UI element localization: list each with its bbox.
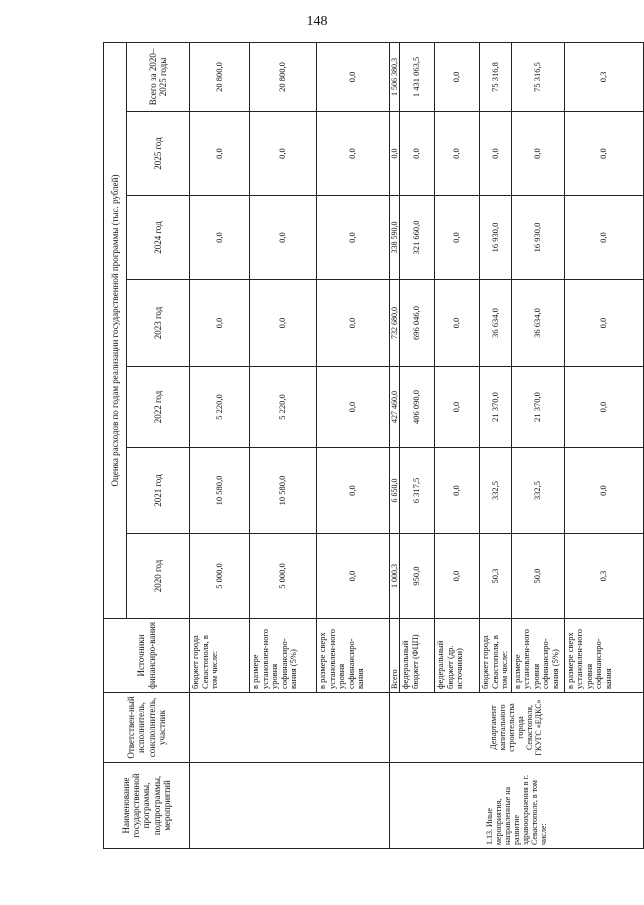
header-source: Источники финансиро-вания	[104, 619, 190, 693]
source-cell: бюджет города Севастополя, в том числе:	[480, 619, 512, 693]
header-year-2025: 2025 год	[127, 112, 190, 196]
value-cell: 0,0	[250, 280, 317, 367]
value-cell: 5 000,0	[190, 534, 250, 619]
value-cell: 321 660,0	[400, 196, 435, 280]
source-cell: федеральный бюджет (др. источники)	[435, 619, 480, 693]
header-year-2024: 2024 год	[127, 196, 190, 280]
header-name: Наименование государственной программы, подпрограммы, мероприятий	[104, 763, 190, 849]
value-cell: 1 000,3	[390, 534, 400, 619]
header-total: Всего за 2020–2025 годы	[127, 42, 190, 111]
page-number: 148	[306, 14, 328, 29]
value-cell: 0,0	[435, 112, 480, 196]
empty-name-cell	[190, 763, 390, 849]
value-cell: 696 046,0	[400, 280, 435, 367]
value-cell: 0,0	[564, 280, 643, 367]
financing-table	[103, 42, 644, 849]
value-cell: 0,0	[317, 534, 390, 619]
measure-name-cell: 1.13. Иные мероприятия, направленные на развитие здравоохранения в г. Севастополе, в том числе:	[390, 763, 644, 849]
value-cell: 0,0	[400, 112, 435, 196]
value-cell: 0,0	[435, 367, 480, 448]
empty-executor-cell	[190, 693, 390, 763]
header-row-1	[104, 42, 127, 848]
value-cell: 5 220,0	[190, 367, 250, 448]
value-cell: 0,0	[564, 448, 643, 534]
value-cell: 16 930,0	[511, 196, 564, 280]
value-cell: 0,0	[564, 367, 643, 448]
value-cell: 0,0	[250, 112, 317, 196]
value-cell: 6 317,5	[400, 448, 435, 534]
value-cell: 950,0	[400, 534, 435, 619]
source-cell: бюджет города Севастополя, в том числе:	[190, 619, 250, 693]
value-cell: 5 000,0	[250, 534, 317, 619]
total-cell: 1 431 063,5	[400, 42, 435, 111]
header-year-2022: 2022 год	[127, 367, 190, 448]
value-cell: 0,0	[564, 112, 643, 196]
value-cell: 50,3	[480, 534, 512, 619]
value-cell: 427 460,0	[390, 367, 400, 448]
value-cell: 16 930,0	[480, 196, 512, 280]
value-cell: 36 634,0	[480, 280, 512, 367]
value-cell: 732 680,0	[390, 280, 400, 367]
header-executor: Ответствен-ный исполнитель, соисполнитель, участник	[104, 693, 190, 763]
value-cell: 10 580,0	[190, 448, 250, 534]
value-cell: 0,0	[435, 534, 480, 619]
source-cell: в размере сверх установлен-ного уровня софинансиро-вания	[564, 619, 643, 693]
value-cell: 21 370,0	[480, 367, 512, 448]
total-cell: 0,0	[317, 42, 390, 111]
value-cell: 0,0	[317, 367, 390, 448]
value-cell: 332,5	[511, 448, 564, 534]
source-cell: в размере установлен-ного уровня софинансиро-вания (5%)	[511, 619, 564, 693]
header-estimate: Оценка расходов по годам реализации государственной программы (тыс. рублей)	[104, 42, 127, 618]
value-cell: 338 590,0	[390, 196, 400, 280]
value-cell: 0,0	[317, 112, 390, 196]
value-cell: 0,0	[190, 112, 250, 196]
value-cell: 0,0	[511, 112, 564, 196]
header-year-2021: 2021 год	[127, 448, 190, 534]
value-cell: 0,0	[435, 448, 480, 534]
table-row	[390, 42, 400, 848]
value-cell: 0,0	[480, 112, 512, 196]
value-cell: 0,3	[564, 534, 643, 619]
value-cell: 0,0	[317, 448, 390, 534]
value-cell: 0,0	[190, 196, 250, 280]
total-cell: 20 800,0	[250, 42, 317, 111]
total-cell: 0,3	[564, 42, 643, 111]
value-cell: 21 370,0	[511, 367, 564, 448]
value-cell: 0,0	[390, 112, 400, 196]
table-frame	[103, 43, 613, 849]
table-row	[190, 42, 250, 848]
value-cell: 0,0	[564, 196, 643, 280]
value-cell: 50,0	[511, 534, 564, 619]
value-cell: 6 650,0	[390, 448, 400, 534]
value-cell: 0,0	[317, 280, 390, 367]
value-cell: 0,0	[435, 196, 480, 280]
value-cell: 332,5	[480, 448, 512, 534]
header-year-2020: 2020 год	[127, 534, 190, 619]
value-cell: 0,0	[190, 280, 250, 367]
source-cell: Всего	[390, 619, 400, 693]
total-cell: 20 800,0	[190, 42, 250, 111]
value-cell: 0,0	[317, 196, 390, 280]
value-cell: 36 634,0	[511, 280, 564, 367]
measure-executor-cell: Департамент капитального строительства города Севастополя, ГКУГС «ЕДКС»	[390, 693, 644, 763]
value-cell: 0,0	[250, 196, 317, 280]
value-cell: 5 220,0	[250, 367, 317, 448]
source-cell: федеральный бюджет (ФЦП)	[400, 619, 435, 693]
value-cell: 0,0	[435, 280, 480, 367]
source-cell: в размере установлен-ного уровня софинансиро-вания (5%)	[250, 619, 317, 693]
source-cell: в размере сверх установлен-ного уровня софинансиро-вания	[317, 619, 390, 693]
header-year-2023: 2023 год	[127, 280, 190, 367]
total-cell: 75 316,5	[511, 42, 564, 111]
total-cell: 0,0	[435, 42, 480, 111]
total-cell: 1 506 380,3	[390, 42, 400, 111]
rotated-table-wrapper	[103, 43, 613, 849]
total-cell: 75 316,8	[480, 42, 512, 111]
value-cell: 406 090,0	[400, 367, 435, 448]
value-cell: 10 580,0	[250, 448, 317, 534]
